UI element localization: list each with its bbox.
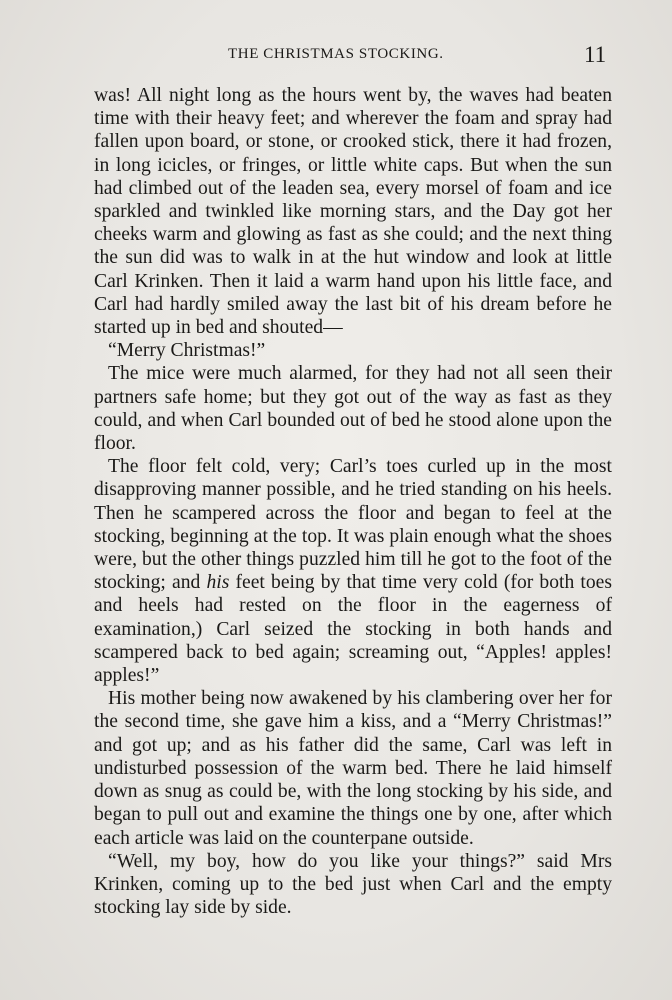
paragraph: “Merry Christmas!” bbox=[108, 340, 266, 362]
body-text bbox=[94, 84, 612, 919]
paragraph: His mother being now awakened by his clambering over her for the second time, she gave him a kiss, and a “Merry Christmas!” and got up; and as his father did the same, Carl was left in undisturbed possession of the warm bed. There he laid himself down as snug as could be, with the long stocking by his side, and began to pull out and examine the things one by one, after which each article was laid on the counterpane outside. bbox=[94, 688, 612, 849]
paragraph-text: feet being by that time very cold (for both toes and heels had rested on the floor in the eagerness of examination,) Carl seized the stocking in both hands and scampered back to bed again; screaming out, “Apples! apples! apples!” bbox=[94, 572, 612, 687]
running-title: THE CHRISTMAS STOCKING. bbox=[228, 46, 444, 62]
paragraph: “Well, my boy, how do you like your things?” said Mrs Krinken, coming up to the bed just when Carl and the empty stocking lay side by side. bbox=[94, 850, 612, 919]
emphasized-word: his bbox=[206, 572, 230, 594]
paragraph: was! All night long as the hours went by, the waves had beaten time with their heavy feet; and wherever the foam and spray had fallen upon board, or stone, or crooked stick, there it had frozen, in long icicles, or fringes, or little white caps. But when the sun had climbed out of the leaden sea, every morsel of foam and ice sparkled and twinkled like morning stars, and the Day got her cheeks warm and glowing as fast as she could; and the next thing the sun did was to walk in at the hut window and look at little Carl Krinken. Then it laid a warm hand upon his little face, and Carl had hardly smiled away the last bit of his dream before he started up in bed and shouted— bbox=[94, 85, 612, 339]
page-header bbox=[0, 42, 672, 72]
page-number: 11 bbox=[584, 42, 607, 67]
paragraph-text: The floor felt cold, very; Carl’s toes curled up in the most disapproving manner possible, and he tried standing on his heels. Then he scampered across the floor and began to feel at the stocking, beginning at the top. It was plain enough what the shoes were, but the other things puzzled him till he got to the foot of the stocking; and bbox=[94, 456, 612, 594]
paragraph bbox=[94, 455, 612, 687]
paragraph: The mice were much alarmed, for they had not all seen their partners safe home; but they got out of the way as fast as they could, and when Carl bounded out of bed he stood alone upon the floor. bbox=[94, 363, 612, 455]
